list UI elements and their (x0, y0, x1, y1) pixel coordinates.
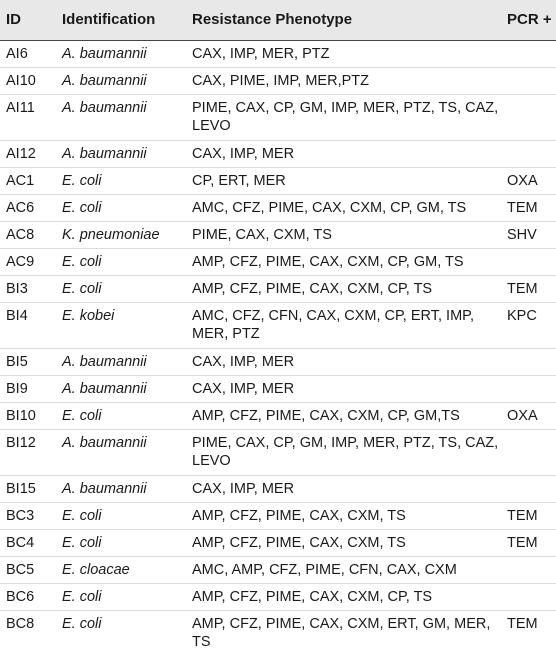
header-resistance-phenotype: Resistance Phenotype (192, 0, 507, 40)
table-row (0, 221, 556, 248)
cell-identification: A. baumannii (62, 40, 192, 67)
cell-identification: A. baumannii (62, 94, 192, 140)
table-row (0, 375, 556, 402)
cell-id: BI5 (0, 348, 62, 375)
cell-id: BC3 (0, 502, 62, 529)
cell-pcr: OXA (507, 402, 556, 429)
cell-pcr: TEM (507, 275, 556, 302)
cell-id: AC8 (0, 221, 62, 248)
cell-resistance-phenotype: PIME, CAX, CXM, TS (192, 221, 507, 248)
cell-pcr: TEM (507, 529, 556, 556)
table-body (0, 40, 556, 656)
table-row (0, 94, 556, 140)
cell-identification: A. baumannii (62, 348, 192, 375)
cell-pcr (507, 94, 556, 140)
cell-resistance-phenotype: AMP, CFZ, PIME, CAX, CXM, TS (192, 529, 507, 556)
cell-identification: E. kobei (62, 302, 192, 348)
cell-id: AI11 (0, 94, 62, 140)
header-row (0, 0, 556, 40)
cell-resistance-phenotype: AMP, CFZ, PIME, CAX, CXM, CP, TS (192, 275, 507, 302)
cell-identification: E. cloacae (62, 556, 192, 583)
header-pcr: PCR + (507, 0, 556, 40)
table-header (0, 0, 556, 40)
cell-resistance-phenotype: AMC, CFZ, PIME, CAX, CXM, CP, GM, TS (192, 194, 507, 221)
cell-identification: A. baumannii (62, 140, 192, 167)
cell-resistance-phenotype: CAX, IMP, MER (192, 475, 507, 502)
cell-id: BC8 (6, 615, 35, 632)
cell-resistance-phenotype: AMP, CFZ, PIME, CAX, CXM, ERT, GM, MER, TS (192, 615, 491, 650)
cell-identification: A. baumannii (62, 429, 192, 475)
cell-resistance-phenotype: CAX, IMP, MER, PTZ (192, 40, 507, 67)
table-row (0, 140, 556, 167)
cell-pcr: KPC (507, 302, 556, 348)
table-row (0, 348, 556, 375)
cell-identification: A. baumannii (62, 475, 192, 502)
cell-resistance-phenotype: AMP, CFZ, PIME, CAX, CXM, CP, GM,TS (192, 402, 507, 429)
cell-identification: E. coli (62, 529, 192, 556)
cell-id: AI12 (0, 140, 62, 167)
cell-identification: E. coli (62, 248, 192, 275)
cell-id: BI12 (0, 429, 62, 475)
table-row (0, 475, 556, 502)
cell-identification: E. coli (62, 167, 192, 194)
cell-id: BC5 (0, 556, 62, 583)
cell-pcr (507, 556, 556, 583)
cell-identification: A. baumannii (62, 67, 192, 94)
cell-resistance-phenotype: AMP, CFZ, PIME, CAX, CXM, TS (192, 502, 507, 529)
table-row (0, 40, 556, 67)
cell-pcr: TEM (507, 615, 538, 632)
cell-resistance-phenotype: CAX, IMP, MER (192, 140, 507, 167)
table-row (0, 167, 556, 194)
table-row (0, 502, 556, 529)
table-row (0, 556, 556, 583)
cell-pcr (507, 67, 556, 94)
cell-resistance-phenotype: AMC, CFZ, CFN, CAX, CXM, CP, ERT, IMP, MER, PTZ (192, 302, 507, 348)
cell-pcr (507, 583, 556, 610)
cell-id: AC6 (0, 194, 62, 221)
table-row (0, 583, 556, 610)
cell-identification: E. coli (62, 194, 192, 221)
cell-resistance-phenotype: AMP, CFZ, PIME, CAX, CXM, CP, TS (192, 583, 507, 610)
cell-id: BC6 (0, 583, 62, 610)
table-row (0, 302, 556, 348)
cell-resistance-phenotype: CAX, IMP, MER (192, 348, 507, 375)
cell-resistance-phenotype: PIME, CAX, CP, GM, IMP, MER, PTZ, TS, CAZ, LEVO (192, 94, 507, 140)
table-row (0, 610, 556, 656)
table-row (0, 67, 556, 94)
cell-resistance-phenotype: AMC, AMP, CFZ, PIME, CFN, CAX, CXM (192, 556, 507, 583)
cell-resistance-phenotype: CAX, PIME, IMP, MER,PTZ (192, 67, 507, 94)
cell-resistance-phenotype: CAX, IMP, MER (192, 375, 507, 402)
cell-id: AI10 (0, 67, 62, 94)
table-row (0, 402, 556, 429)
cell-identification: E. coli (62, 502, 192, 529)
cell-id: BC4 (0, 529, 62, 556)
cell-id: BI4 (0, 302, 62, 348)
cell-resistance-phenotype: PIME, CAX, CP, GM, IMP, MER, PTZ, TS, CAZ, LEVO (192, 429, 507, 475)
cell-id: AC1 (0, 167, 62, 194)
cell-pcr: SHV (507, 221, 556, 248)
cell-id: AI6 (0, 40, 62, 67)
cell-resistance-phenotype: AMP, CFZ, PIME, CAX, CXM, CP, GM, TS (192, 248, 507, 275)
table-row (0, 194, 556, 221)
cell-pcr (507, 348, 556, 375)
table-row (0, 429, 556, 475)
cell-identification: E. coli (62, 583, 192, 610)
header-id: ID (0, 0, 62, 40)
cell-id: BI9 (0, 375, 62, 402)
table-row (0, 248, 556, 275)
cell-pcr: TEM (507, 194, 556, 221)
table-row (0, 529, 556, 556)
cell-id: BI15 (0, 475, 62, 502)
cell-resistance-phenotype: CP, ERT, MER (192, 167, 507, 194)
cell-identification: E. coli (62, 402, 192, 429)
header-identification: Identification (62, 0, 192, 40)
cell-identification: A. baumannii (62, 375, 192, 402)
table-row (0, 275, 556, 302)
cell-identification: E. coli (62, 275, 192, 302)
cell-pcr (507, 475, 556, 502)
cell-id: BI3 (0, 275, 62, 302)
cell-id: BI10 (0, 402, 62, 429)
cell-identification: K. pneumoniae (62, 221, 192, 248)
cell-pcr: TEM (507, 502, 556, 529)
cell-pcr: OXA (507, 167, 556, 194)
cell-pcr (507, 40, 556, 67)
cell-pcr (507, 375, 556, 402)
cell-identification: E. coli (62, 615, 102, 632)
cell-id: AC9 (0, 248, 62, 275)
cell-pcr (507, 429, 556, 475)
cell-pcr (507, 140, 556, 167)
cell-pcr (507, 248, 556, 275)
